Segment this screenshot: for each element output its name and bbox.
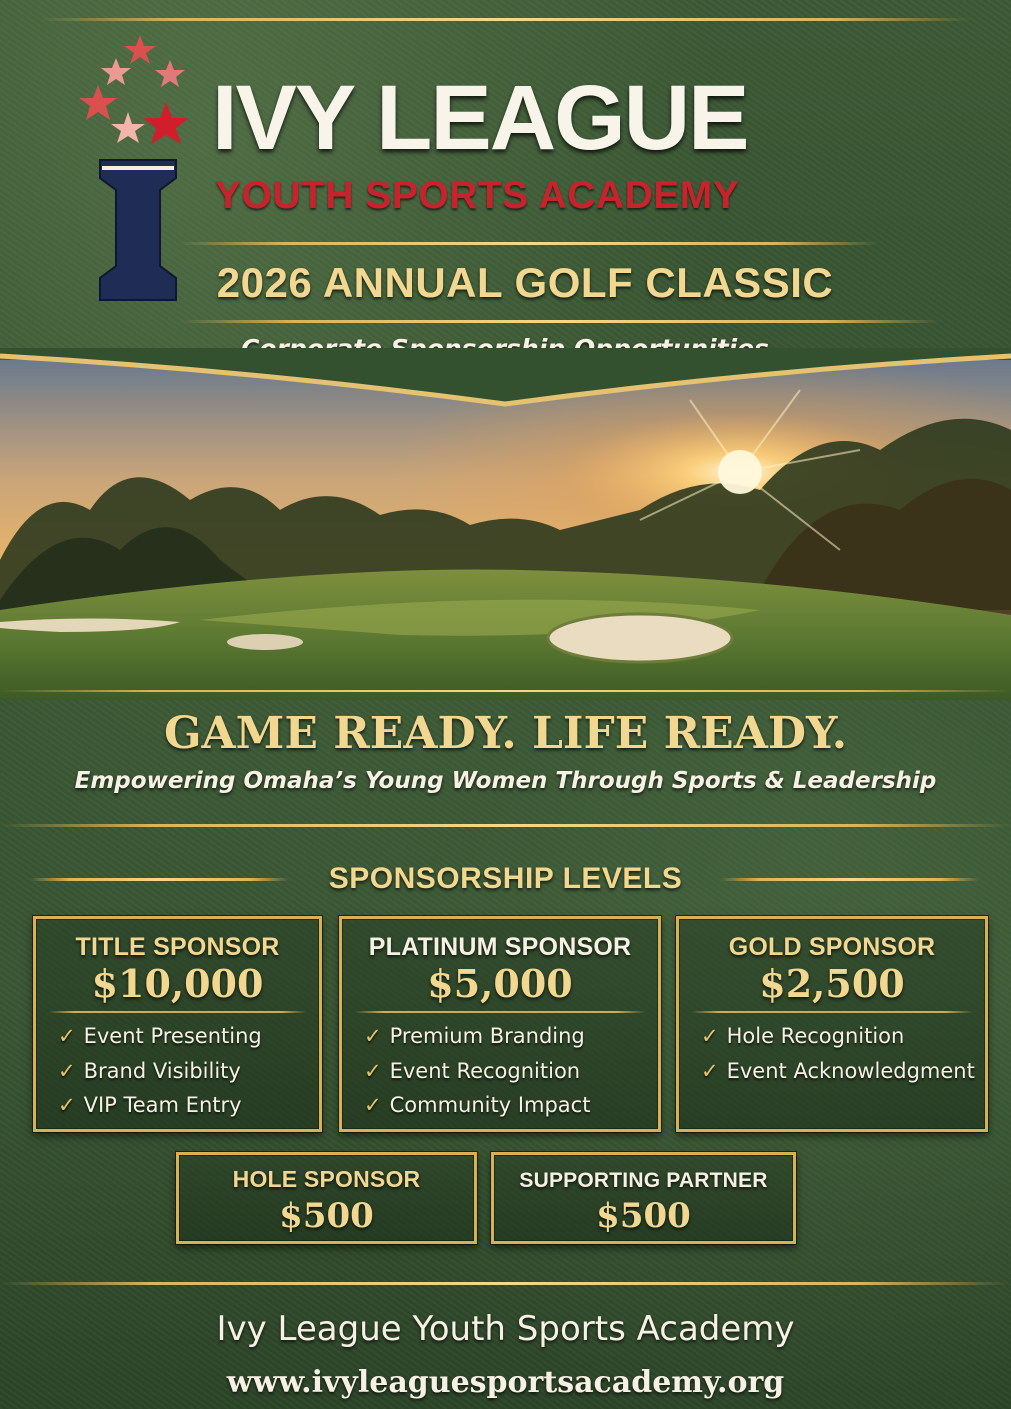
tier-feature: ✓ VIP Team Entry [58, 1093, 242, 1117]
footer-divider [0, 1282, 1011, 1285]
star-icon [143, 102, 189, 144]
tier-name: SUPPORTING PARTNER [519, 1169, 768, 1192]
tier-feature: ✓ Event Recognition [364, 1059, 581, 1083]
i-letter-shape [100, 160, 176, 300]
checkmark-icon: ✓ [58, 1059, 76, 1083]
tagline-subtitle: Empowering Omaha’s Young Women Through Sports & Leadership [74, 768, 937, 794]
photo-frame [0, 348, 1011, 418]
tier-card-supporting [491, 1152, 796, 1244]
tier-name: GOLD SPONSOR [728, 933, 936, 961]
footer-website-link[interactable]: www.ivyleaguesportsacademy.org [226, 1365, 785, 1400]
star-icon [101, 58, 131, 85]
star-icon [124, 35, 156, 64]
tier-name: HOLE SPONSOR [232, 1166, 421, 1192]
star-icon [79, 85, 117, 120]
checkmark-icon: ✓ [58, 1093, 76, 1117]
tier-card-gold [676, 916, 988, 1132]
tier-feature: ✓ Community Impact [364, 1093, 591, 1117]
tier-feature: ✓ Premium Branding [364, 1024, 585, 1048]
checkmark-icon: ✓ [701, 1059, 719, 1083]
event-title: 2026 ANNUAL GOLF CLASSIC [216, 259, 834, 306]
footer-org-name: Ivy League Youth Sports Academy [216, 1309, 795, 1349]
tier-price: $500 [279, 1196, 374, 1236]
tier-card-hole [176, 1152, 477, 1244]
ivy-league-logo-icon [78, 30, 198, 310]
star-icon [155, 60, 185, 87]
tier-feature: ✓ Event Acknowledgment [701, 1059, 975, 1083]
checkmark-icon: ✓ [364, 1059, 382, 1083]
section-divider [0, 824, 1011, 827]
tier-divider [354, 1011, 646, 1013]
header-gold-line-upper [180, 242, 880, 245]
tier-feature: ✓ Hole Recognition [701, 1024, 905, 1048]
star-icon [111, 112, 145, 143]
tier-name: TITLE SPONSOR [75, 933, 280, 961]
tagline: GAME READY. LIFE READY. [163, 708, 848, 759]
tier-price: $500 [596, 1196, 691, 1236]
org-title: IVY LEAGUE [212, 67, 748, 169]
checkmark-icon: ✓ [58, 1024, 76, 1048]
tier-feature: ✓ Event Presenting [58, 1024, 262, 1048]
checkmark-icon: ✓ [364, 1093, 382, 1117]
checkmark-icon: ✓ [364, 1024, 382, 1048]
org-subtitle: YOUTH SPORTS ACADEMY [215, 174, 740, 217]
heading-line-right [720, 878, 980, 881]
top-gold-line [40, 18, 970, 21]
tier-divider [48, 1011, 307, 1013]
tier-feature: ✓ Brand Visibility [58, 1059, 241, 1083]
tier-divider [691, 1011, 973, 1013]
tier-price: $5,000 [427, 961, 573, 1006]
header-gold-line-lower [180, 320, 940, 323]
tier-card-title [33, 916, 322, 1132]
tier-card-platinum [339, 916, 661, 1132]
photo-bottom-line [0, 690, 1011, 692]
checkmark-icon: ✓ [701, 1024, 719, 1048]
tier-price: $10,000 [91, 961, 264, 1006]
sponsorship-heading: SPONSORSHIP LEVELS [328, 862, 683, 895]
tier-name: PLATINUM SPONSOR [368, 933, 632, 961]
tier-price: $2,500 [759, 961, 905, 1006]
